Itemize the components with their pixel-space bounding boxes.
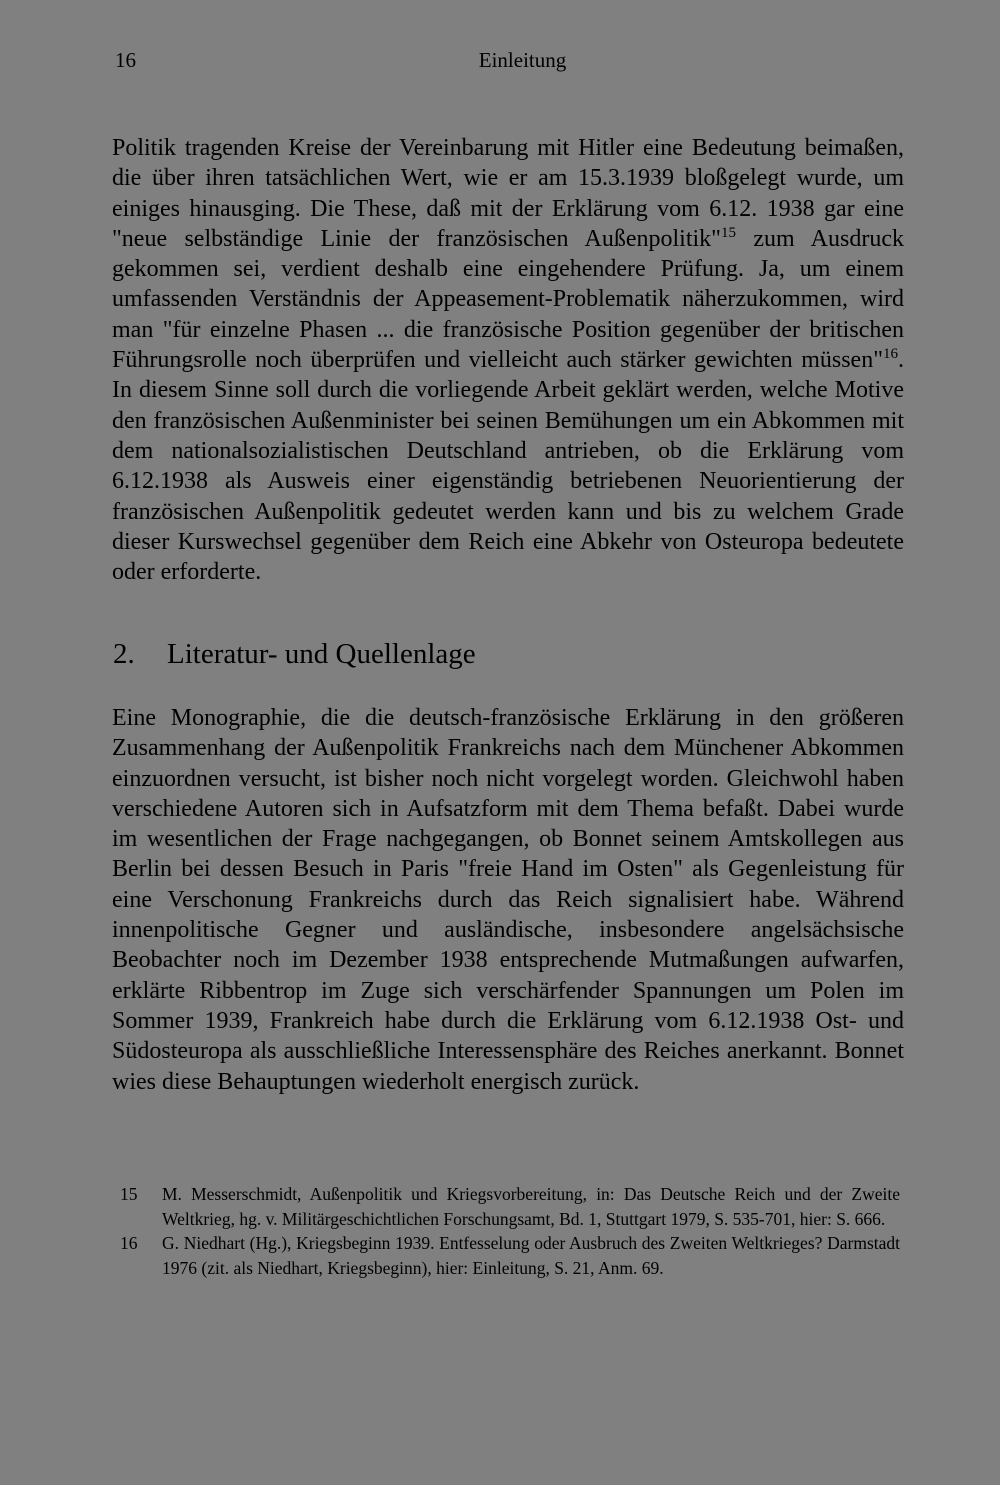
- footnotes: [120, 1182, 900, 1280]
- body-paragraph-2: Eine Monographie, die die deutsch-französische Erklärung in den größeren Zusammenhang der Außenpolitik Frankreichs nach dem Münchener Abkommen einzuordnen versucht, ist bisher noch nicht vorgelegt worden. Gleichwohl haben verschiedene Autoren sich in Aufsatzform mit dem Thema befaßt. Dabei wurde im wesentlichen der Frage nachgegangen, ob Bonnet seinem Amtskollegen aus Berlin bei dessen Besuch in Paris "freie Hand im Osten" als Gegenleistung für eine Verschonung Frankreichs durch das Reich signalisiert habe. Während innenpolitische Gegner und ausländische, insbesondere angelsächsische Beobachter noch im Dezember 1938 entsprechende Mutmaßungen aufwarfen, erklärte Ribbentrop im Zuge sich verschärfender Spannungen um Polen im Sommer 1939, Frankreich habe durch die Erklärung vom 6.12.1938 Ost- und Südosteuropa als ausschließliche Interessensphäre des Reiches anerkannt. Bonnet wies diese Behauptungen wiederholt energisch zurück.: [112, 705, 904, 1095]
- paragraph-text: . In diesem Sinne soll durch die vorliegende Arbeit geklärt werden, welche Motive den französischen Außenminister bei seinen Bemühungen um ein Abkommen mit dem nationalsozialistischen Deutschland antrieben, ob die Erklärung vom 6.12.1938 als Ausweis einer eigenständig betriebenen Neuorientierung der französischen Außenpolitik gedeutet werden kann und bis zu welchem Grade dieser Kurswechsel gegenüber dem Reich eine Abkehr von Osteuropa bedeutete oder erforderte.: [112, 347, 904, 586]
- footnote-number: 15: [120, 1184, 138, 1204]
- footnote-text: M. Messerschmidt, Außenpolitik und Kriegsvorbereitung, in: Das Deutsche Reich und der Zweite Weltkrieg, hg. v. Militärgeschichtlichen Forschungsamt, Bd. 1, Stuttgart 1979, S. 535-701, hier: S. 666.: [162, 1184, 900, 1229]
- body-paragraph-1: [112, 133, 904, 587]
- section-number: 2.: [113, 638, 135, 670]
- footnote-reference-15: 15: [720, 224, 736, 241]
- running-header: [115, 48, 905, 78]
- footnote-16: [120, 1231, 900, 1280]
- footnote-text: G. Niedhart (Hg.), Kriegsbeginn 1939. Entfesselung oder Ausbruch des Zweiten Weltkrieges? Darmstadt 1976 (zit. als Niedhart, Kriegsbeginn), hier: Einleitung, S. 21, Anm. 69.: [162, 1233, 900, 1278]
- section-title: Literatur- und Quellenlage: [167, 638, 476, 670]
- page-number: 16: [115, 48, 136, 72]
- paragraph-text: zum Ausdruck gekommen sei, verdient deshalb eine eingehendere Prüfung. Ja, um einem umfassenden Verständnis der Appeasement-Problematik näherzukommen, wird man "für einzelne Phasen ... die französische Position gegenüber der britischen Führungsrolle noch überprüfen und vielleicht auch stärker gewichten müssen": [112, 225, 905, 374]
- footnote-15: [120, 1182, 900, 1231]
- footnote-reference-16: 16: [883, 346, 898, 363]
- footnote-number: 16: [120, 1233, 138, 1253]
- section-heading: [113, 638, 476, 671]
- running-header-title: Einleitung: [478, 48, 567, 72]
- paragraph-text: Politik tragenden Kreise der Vereinbarung mit Hitler eine Bedeutung beimaßen, die über ihren tatsächlichen Wert, wie er am 15.3.1939 bloßgelegt wurde, um einiges hinausging. Die These, daß mit der Erklärung vom 6.12. 1938 gar eine "neue selbständige Linie der französischen Außenpolitik": [112, 135, 904, 252]
